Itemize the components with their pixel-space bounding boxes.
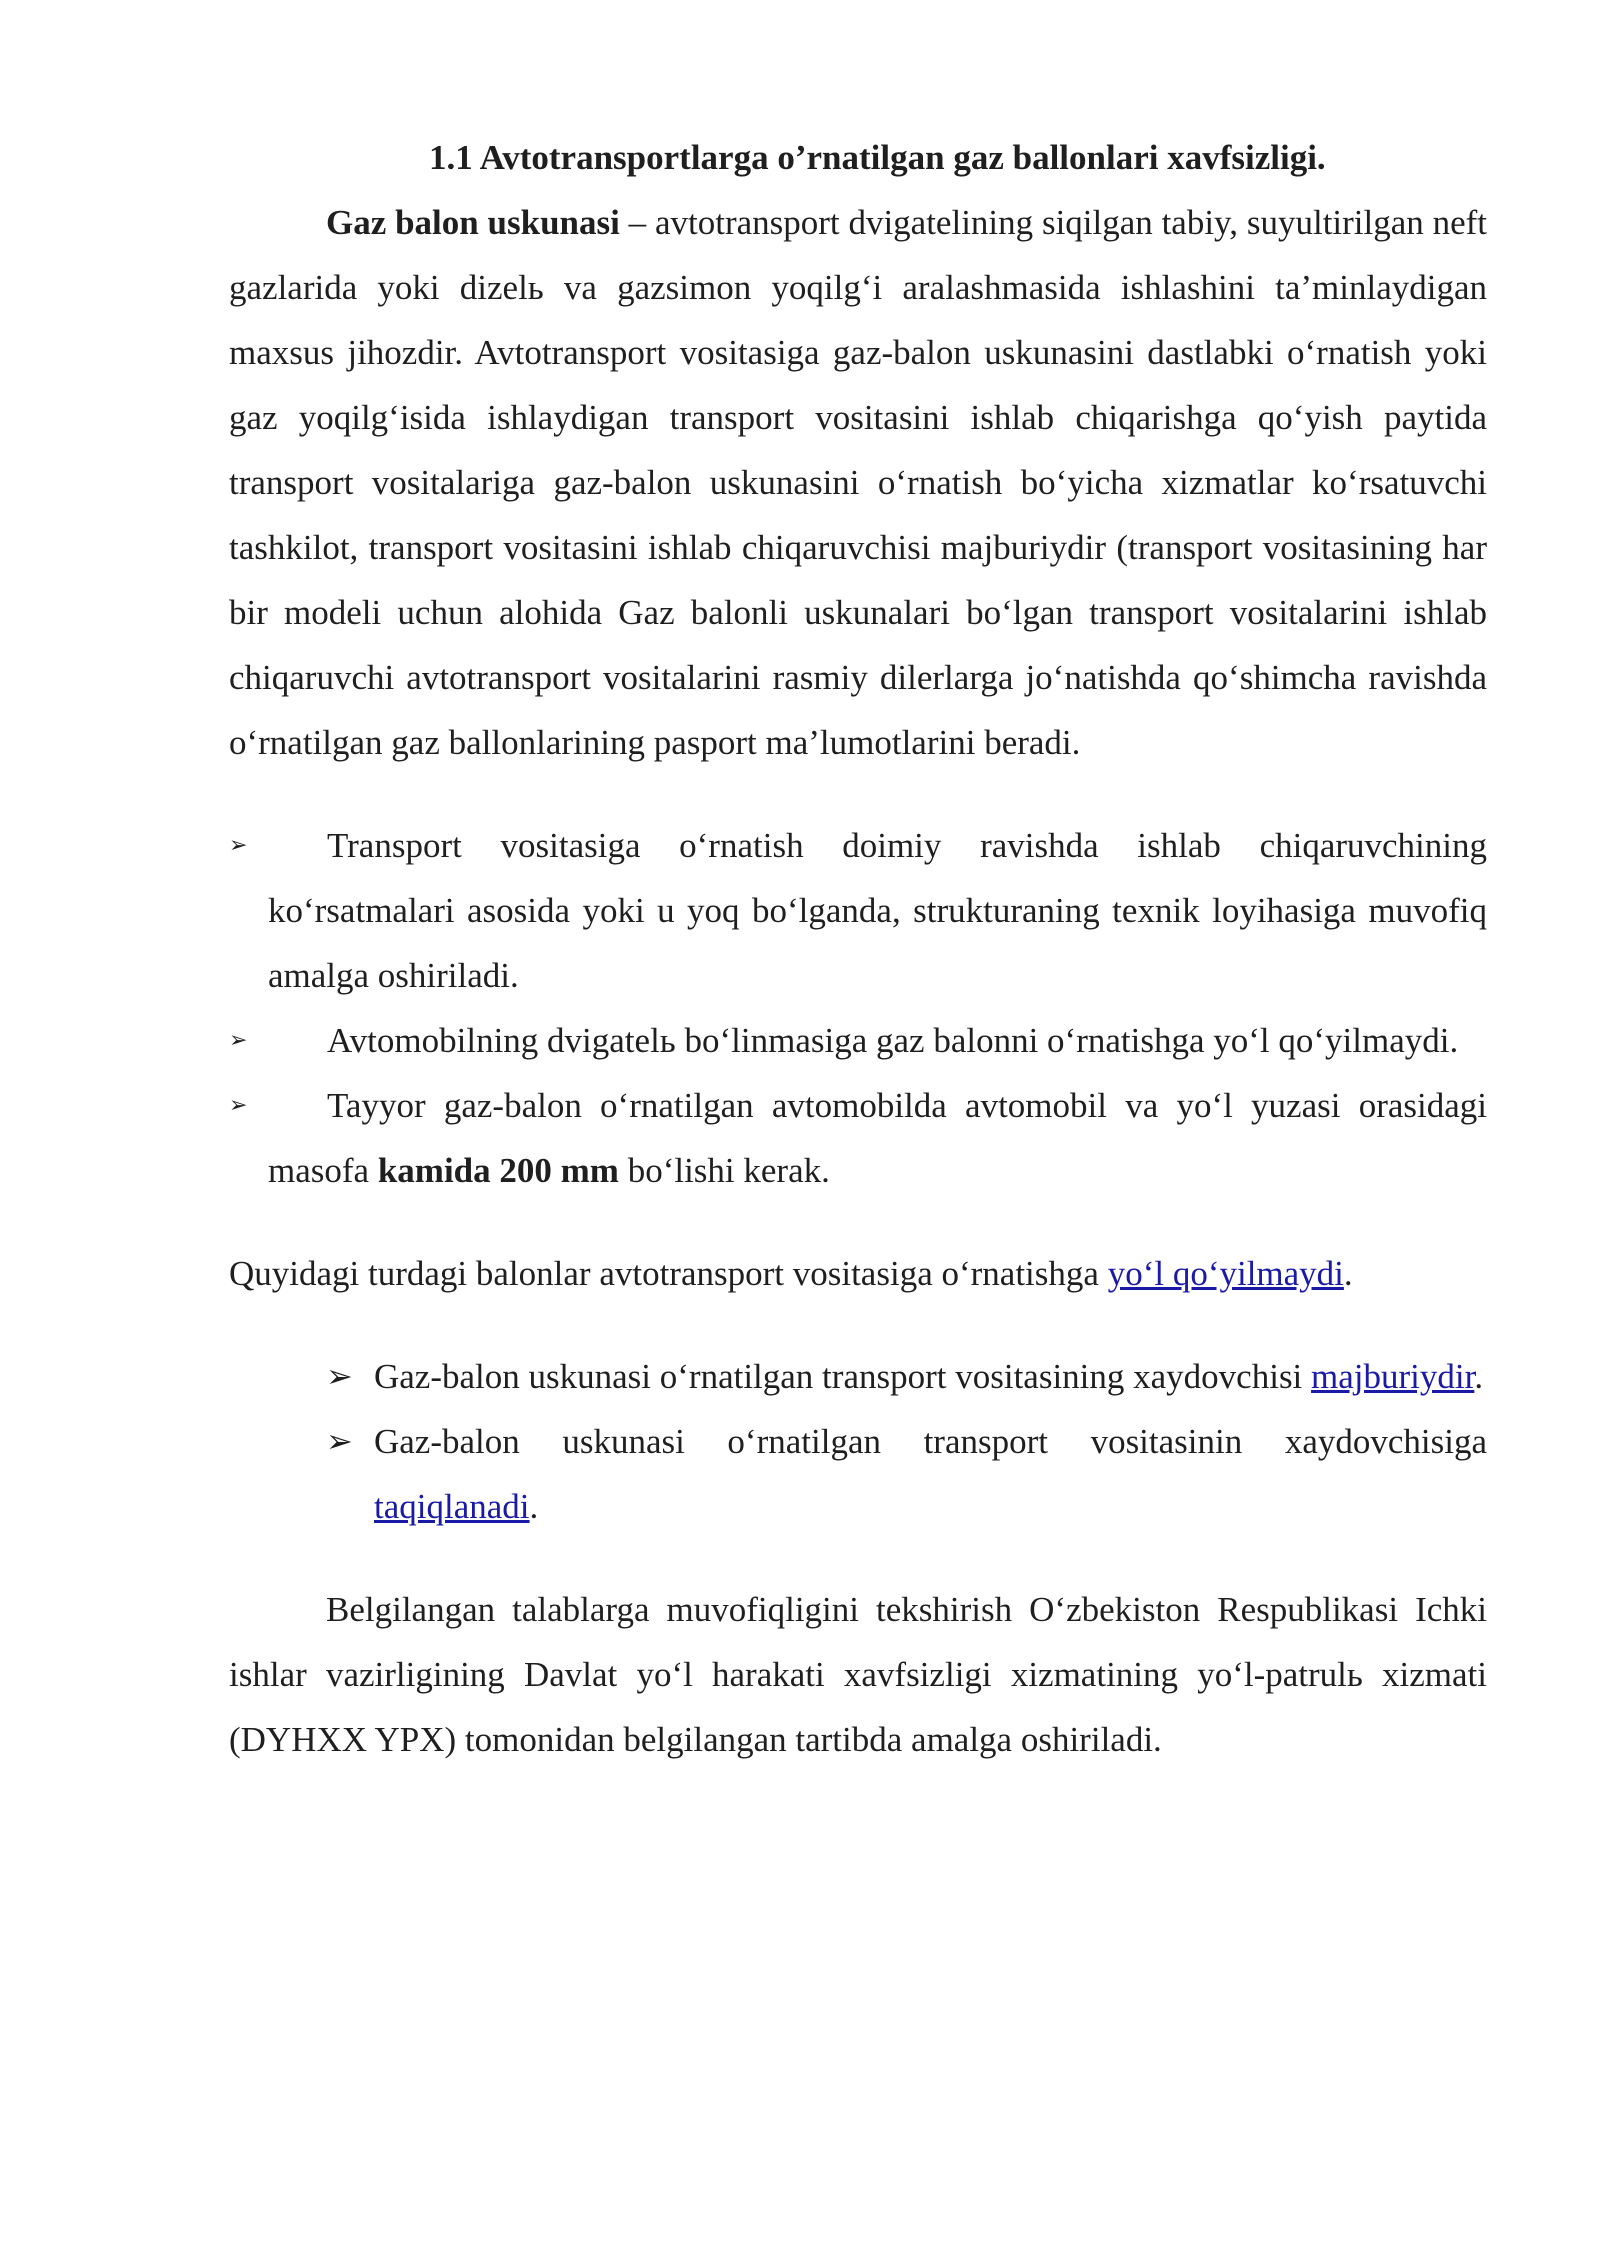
section-heading: 1.1 Avtotransportlarga o’rnatilgan gaz ballonlari xavfsizligi. xyxy=(429,138,1326,177)
list-item xyxy=(229,1008,1487,1073)
case-2-link[interactable]: taqiqlanadi xyxy=(374,1487,530,1526)
intro-text: – avtotransport dvigatelining siqilgan tabiy, suyultirilgan neft gazlarida yoki dizelь va gazsimon yoqilg‘i aralashmasida ishlashini ta’minlaydigan maxsus jihozdir. Avtotransport vositasiga gaz-balon uskunasini dastlabki o‘rnatish yoki gaz yoqilg‘isida ishlaydigan transport vositasini ishlab chiqarishga qo‘yish paytida transport vositalariga gaz-balon uskunasini o‘rnatish bo‘yicha xizmatlar ko‘rsatuvchi tashkilot, transport vositasini ishlab chiqaruvchisi majburiydir (transport vositasining har bir modeli uchun alohida Gaz balonli uskunalari bo‘lgan transport vositalarini ishlab chiqaruvchi avtotransport vositalarini rasmiy dilerlarga jo‘natishda qo‘shimcha ravishda o‘rnatilgan gaz ballonlarining pasport ma’lumotlarini beradi. xyxy=(229,203,1487,762)
case-1-end: . xyxy=(1474,1357,1484,1396)
requirements-list xyxy=(229,813,1487,1203)
arrow-bullet-icon: ➢ xyxy=(229,1093,248,1118)
cases-list xyxy=(229,1344,1487,1539)
list-item xyxy=(229,1073,1487,1203)
requirement-3-end: bo‘lishi kerak. xyxy=(618,1151,830,1190)
case-2-text: Gaz-balon uskunasi o‘rnatilgan transport vositasinin xaydovchisiga xyxy=(374,1422,1487,1461)
arrow-bullet-icon: ➢ xyxy=(326,1422,353,1460)
case-2-end: . xyxy=(529,1487,539,1526)
requirement-2-text: Avtomobilning dvigatelь bo‘linmasiga gaz balonni o‘rnatishga yo‘l qo‘yilmaydi. xyxy=(327,1021,1459,1060)
list-item xyxy=(229,1344,1487,1409)
requirement-3-text: Tayyor gaz-balon o‘rnatilgan avtomobilda avtomobil va yo‘l yuzasi orasidagi masofa xyxy=(268,1086,1487,1190)
list-item xyxy=(229,813,1487,1008)
rule-end: . xyxy=(1343,1254,1353,1293)
arrow-bullet-icon: ➢ xyxy=(229,1028,248,1053)
rule-paragraph xyxy=(229,1241,1487,1306)
case-1-text: Gaz-balon uskunasi o‘rnatilgan transport vositasining xaydovchisi xyxy=(374,1357,1312,1396)
intro-term: Gaz balon uskunasi xyxy=(326,203,620,242)
list-item xyxy=(229,1409,1487,1539)
closing-paragraph: Belgilangan talablarga muvofiqligini tekshirish O‘zbekiston Respublikasi Ichki ishlar vazirligining Davlat yo‘l harakati xavfsizligi xizmatining yo‘l-patrulь xizmati (DYHXX YPX) tomonidan belgilangan tartibda amalga oshiriladi. xyxy=(229,1590,1487,1759)
arrow-bullet-icon: ➢ xyxy=(229,833,248,858)
rule-text: Quyidagi turdagi balonlar avtotransport vositasiga o‘rnatishga xyxy=(229,1254,1108,1293)
requirement-3-bold: kamida 200 mm xyxy=(377,1151,619,1190)
rule-link[interactable]: yo‘l qo‘yilmaydi xyxy=(1107,1254,1344,1293)
arrow-bullet-icon: ➢ xyxy=(326,1357,353,1395)
document-page xyxy=(229,125,1487,1772)
case-1-link[interactable]: majburiydir xyxy=(1311,1357,1475,1396)
intro-paragraph xyxy=(229,190,1487,775)
requirement-1-text: Transport vositasiga o‘rnatish doimiy ravishda ishlab chiqaruvchining ko‘rsatmalari asosida yoki u yoq bo‘lganda, strukturaning texnik loyihasiga muvofiq amalga oshiriladi. xyxy=(268,826,1487,995)
